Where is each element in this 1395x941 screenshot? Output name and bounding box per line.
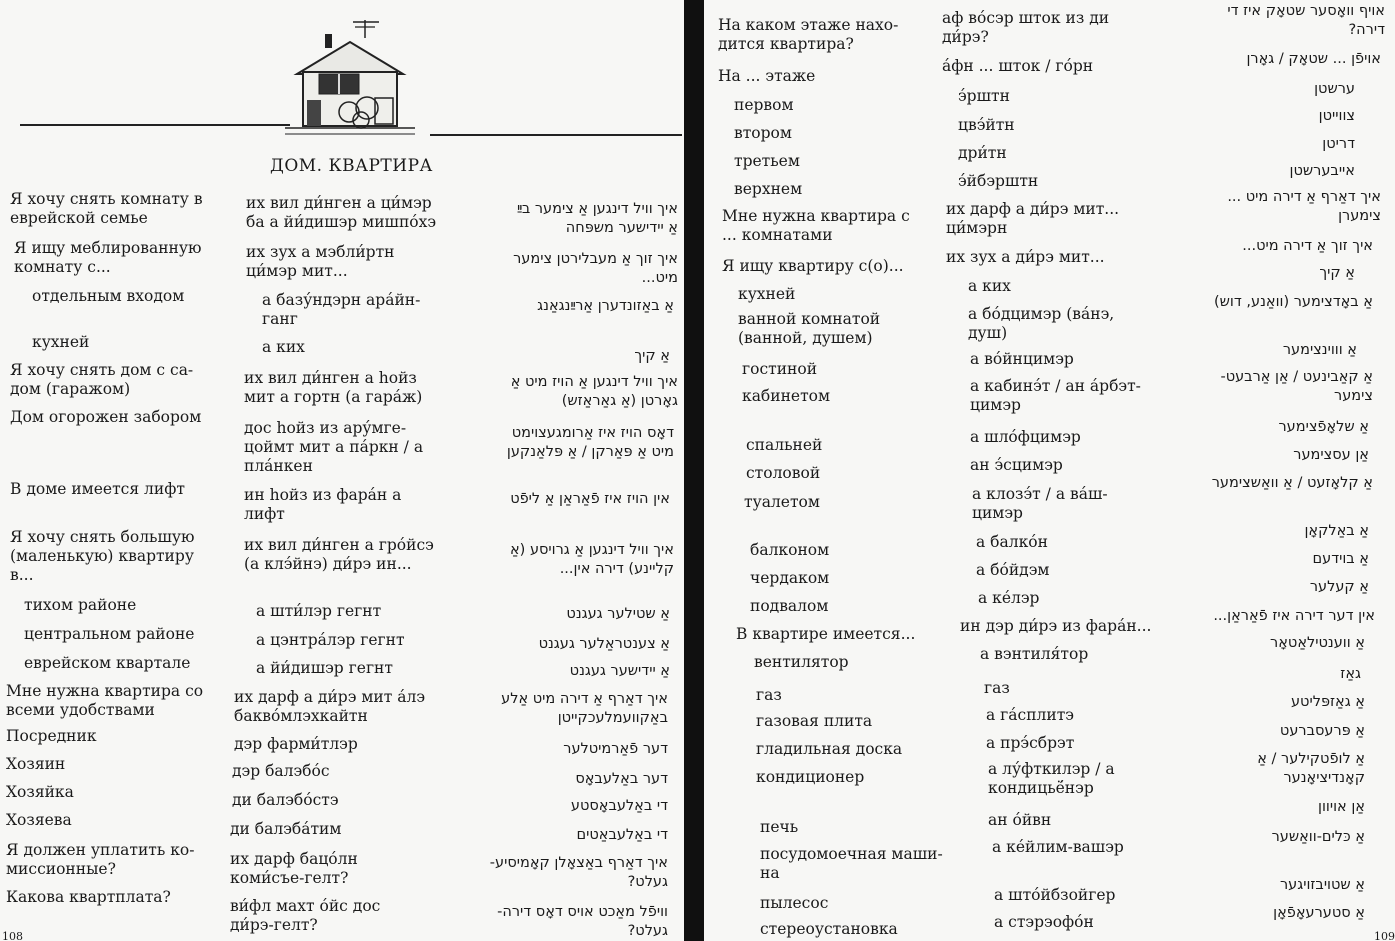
yiddish-text: אַן אויוון [1318,799,1365,815]
yiddish-text: אַ סטערעאָפֿאָן [1273,905,1365,921]
ru-text: гладильная доска [756,740,903,758]
translit-text: их зух а ди́рэ мит... [946,248,1105,266]
yiddish-text: אַ באָדצימער (וואַנע, דוש) [1213,294,1373,310]
translit-text: а шло́фцимэр [970,428,1081,446]
translit-text: а стэрэофо́н [994,913,1094,931]
ru-text: отдельным входом [32,287,185,305]
ru-text: тихом районе [24,596,137,614]
yiddish-text: אַ באַלקאָן [1304,523,1369,539]
yiddish-text: אַ בוידעם [1312,551,1369,567]
yiddish-text: אַ פּרעסברעט [1279,723,1365,739]
ru-text: подвалом [750,597,829,615]
translit-text: их зух а мэбли́ртн ци́мэр мит... [246,243,395,280]
yiddish-text: דער באַלעבאָס [575,771,668,787]
ru-text: Хозяева [6,811,72,829]
ru-text: стереоустановка [760,920,898,938]
translit-text: а вэнтиля́тор [980,645,1089,663]
translit-text: а балко́н [976,533,1048,551]
translit-text: ди балэбо́стэ [232,791,339,809]
translit-text: ин дэр ди́рэ из фара́н... [960,617,1152,635]
translit-text: а шти́лэр гегнт [256,602,382,620]
ru-text: Какова квартплата? [6,888,171,906]
yiddish-text: אַן עסצימער [1293,447,1369,463]
header-rule-left [20,124,290,126]
translit-text: э́йбэрштн [958,172,1039,190]
ru-text: верхнем [734,180,803,198]
yiddish-text: אַ קאַבינעט / אַן אַרבעט- צימער [1220,369,1373,404]
ru-text: чердаком [750,569,830,587]
translit-text: а прэ́сбрэт [986,734,1075,752]
translit-text: их вил ди́нген а ци́мэр ба а йи́дишэр мишпо́хэ [246,194,437,231]
ru-text: кабинетом [742,387,831,405]
ru-text: На каком этаже нахо- дится квартира? [718,16,899,53]
yiddish-text: אַ באַזונדערן אַרײַנגאַנג [537,298,674,314]
translit-text: а ке́лэр [978,589,1040,607]
translit-text: дэр фарми́тлэр [234,735,358,753]
ru-text: туалетом [744,493,820,511]
ru-text: Хозяин [6,755,66,773]
yiddish-text: אַ וווינצימער [1282,342,1357,358]
yiddish-text: איך דאַרף באַצאָלן קאָמיסיע- געלט? [489,855,668,890]
translit-text: ин hойз из фара́н а лифт [244,486,402,523]
ru-text: Я хочу снять дом с са- дом (гаражом) [10,361,194,398]
ru-text: центральном районе [24,625,195,643]
yiddish-text: אייבערשטן [1289,163,1355,179]
ru-text: кондиционер [756,768,865,786]
translit-text: дри́тн [958,144,1007,162]
house-illustration [275,16,425,144]
translit-text: дос hойз из ару́мге- цоймт мит а па́ркн / а пла́нкен [244,419,424,475]
yiddish-text: אויפֿן ... שטאָק / גאָרן [1246,51,1381,67]
page-title: ДОМ. КВАРТИРА [270,156,433,176]
ru-text: спальней [746,436,823,454]
yiddish-text: די באַלעבאַטים [576,827,668,843]
yiddish-text: אין הויז איז פֿאַראַן אַ ליפֿט [510,491,670,507]
yiddish-text: איך זוך אַ דירה מיט... [1242,238,1373,254]
yiddish-text: איך וויל דינגען אַ צימער בײַ אַ יידישער משפּחה [517,201,678,236]
translit-text: а во́йнцимэр [970,350,1074,368]
yiddish-text: אַ קיך [634,348,670,364]
yiddish-text: אַ שלאָפֿצימער [1278,419,1369,435]
ru-text: столовой [746,464,821,482]
yiddish-text: אַ קעלער [1309,579,1369,595]
ru-text: балконом [750,541,830,559]
translit-text: ан о́йвн [988,811,1052,829]
translit-text: их дарф а ди́рэ мит а́лэ бакво́млэхкайтн [234,688,425,725]
yiddish-text: איך דאַרף אַ דירה מיט ... צימערן [1227,189,1381,224]
translit-text: их дарф а ди́рэ мит... ци́мэрн [946,200,1120,237]
ru-text: первом [734,96,794,114]
translit-text: газ [984,679,1010,697]
translit-text: а́фн ... шток / го́рн [942,57,1094,75]
translit-text: а што́йбзойгер [994,886,1116,904]
ru-text: ванной комнатой (ванной, душем) [738,310,881,347]
ru-text: В доме имеется лифт [10,480,185,498]
yiddish-text: איך וויל דינגען אַ הויז מיט אַ גאָרטן (אַ גאַראַזש) [510,374,678,409]
ru-text: Дом огорожен забором [10,408,202,426]
translit-text: а бо́йдэм [976,561,1050,579]
page-number: 109 [1374,930,1395,941]
yiddish-text: דריטן [1322,136,1355,152]
yiddish-text: אַ ווענטילאַטאָר [1270,635,1365,651]
ru-text: В квартире имеется... [736,625,916,643]
yiddish-text: אין דער דירה איז פֿאַראַן... [1213,608,1375,624]
header-rule-right [430,134,682,136]
ru-text: Мне нужна квартира с ... комнатами [722,207,910,244]
yiddish-text: גאַז [1340,666,1361,682]
yiddish-text: אַ לופֿטקילער / אַ קאָנדיציאָנער [1257,751,1365,786]
translit-text: а лу́фткилэр / а кондицьё́нэр [988,760,1115,797]
yiddish-text: אַ יידישער געגנט [569,663,670,679]
ru-text: На ... этаже [718,67,816,85]
ru-text: Мне нужна квартира со всеми удобствами [6,682,204,719]
yiddish-text: אַ כּלים-וואַשער [1271,829,1365,845]
left-page [0,0,684,941]
translit-text: цвэ́йтн [958,116,1015,134]
translit-text: ди балэба́тим [230,820,342,838]
page-number: 108 [2,930,23,941]
yiddish-text: אַ צענטראַלער געגנט [538,636,670,652]
ru-text: посудомоечная маши- на [760,845,943,882]
ru-text: Я ищу квартиру с(о)... [722,257,904,275]
translit-text: аф во́сэр шток из ди ди́рэ? [942,9,1110,46]
translit-text: а йи́дишэр гегнт [256,659,393,677]
yiddish-text: אַ גאַזפּליטע [1290,694,1365,710]
translit-text: их вил ди́нген а гро́йсэ (а клэ́йнэ) ди́рэ ин... [244,536,434,573]
translit-text: а ких [262,338,305,356]
yiddish-text: אַ שטויבזויגער [1279,877,1365,893]
yiddish-text: דאָס הויז איז אַרומגעצוימט מיט אַ פּאַרקן / אַ פּלאַנקען [506,425,674,460]
translit-text: их вил ди́нген а hойз мит а гортн (а гара́ж) [244,369,423,406]
yiddish-text: איך וויל דינגען אַ גרויסע (אַ קליינע) דירה אין... [509,542,674,577]
ru-text: кухней [32,333,90,351]
ru-text: Я хочу снять большую (маленькую) квартиру в... [10,528,195,584]
translit-text: а кабинэ́т / ан а́рбэт- цимэр [970,377,1141,414]
ru-text: вентилятор [754,653,849,671]
ru-text: Я должен уплатить ко- миссионные? [6,841,195,878]
ru-text: гостиной [742,360,818,378]
yiddish-text: ערשטן [1314,81,1355,97]
book-gutter [684,0,704,941]
translit-text: их дарф бацо́лн коми́съе-гелт? [230,850,358,887]
translit-text: дэр балэбо́с [232,762,330,780]
translit-text: а ких [968,277,1011,295]
ru-text: Я хочу снять комнату в еврейской семье [10,190,203,227]
ru-text: третьем [734,152,800,170]
ru-text: пылесос [760,894,829,912]
yiddish-text: אויף וואָסער שטאָק איז די דירה? [1227,3,1385,38]
translit-text: а базу́ндэрн ара́йн- ганг [262,291,421,328]
yiddish-text: אַ קלאָזעט / אַ וואַשצימער [1211,475,1373,491]
translit-text: э́рштн [958,87,1010,105]
translit-text: а цэнтра́лэр гегнт [256,631,405,649]
yiddish-text: אַ קיך [1319,265,1355,281]
ru-text: Я ищу меблированную комнату с... [14,239,202,276]
yiddish-text: די באַלעבאָסטע [570,798,668,814]
yiddish-text: דער פֿאַרמיטלער [563,741,668,757]
yiddish-text: איך דאַרף אַ דירה מיט אַלע באַקוועמלעכקייטן [501,691,668,726]
translit-text: а га́сплитэ [986,706,1074,724]
yiddish-text: אַ שטילער געגנט [566,606,670,622]
translit-text: а ке́йлим-вашэр [992,838,1124,856]
translit-text: а бо́дцимэр (ва́нэ, душ) [968,305,1115,342]
yiddish-text: צווייטן [1318,108,1355,124]
ru-text: печь [760,818,799,836]
ru-text: втором [734,124,792,142]
translit-text: а клозэ́т / а ва́ш- цимэр [972,485,1108,522]
translit-text: ви́фл махт о́йс дос ди́рэ-гелт? [230,897,381,934]
ru-text: Посредник [6,727,97,745]
ru-text: газ [756,686,782,704]
ru-text: Хозяйка [6,783,74,801]
right-page [704,0,1395,941]
ru-text: еврейском квартале [24,654,191,672]
yiddish-text: וויפֿל מאַכט אויס דאָס דירה- געלט? [497,904,668,939]
yiddish-text: איך זוך אַ מעבלירטן צימער מיט... [513,251,678,286]
ru-text: кухней [738,285,796,303]
translit-text: ан э́сцимэр [970,456,1063,474]
ru-text: газовая плита [756,712,873,730]
